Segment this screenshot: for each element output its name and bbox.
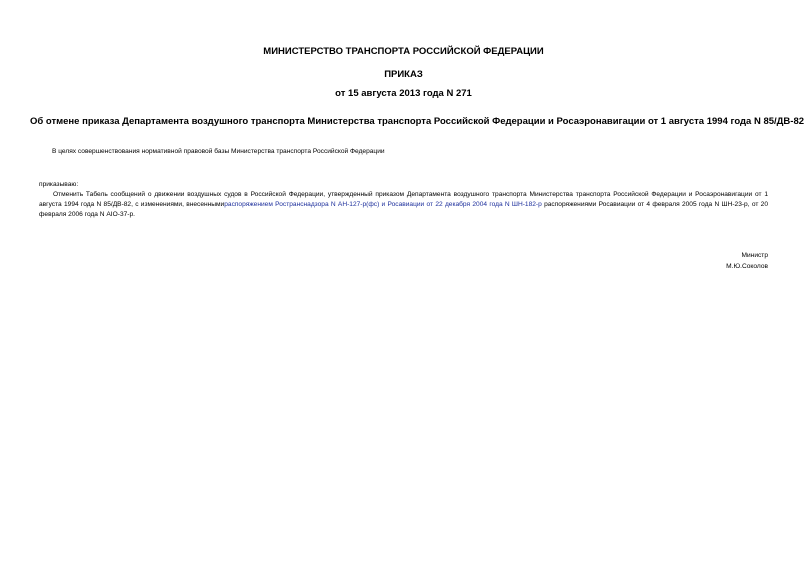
signatory-name: М.Ю.Соколов — [726, 263, 768, 270]
document-type: ПРИКАЗ — [384, 69, 423, 80]
order-verb: приказываю: — [39, 181, 79, 188]
order-paragraph — [39, 190, 768, 220]
preamble-text: В целях совершенствования нормативной правовой базы Министерства транспорта Российской Федерации — [52, 148, 385, 155]
paragraph-text-after-link: распоряжениями Росавиации от 4 февраля 2005 года N ШН-23-р, от 20 февраля 2006 года N АІО-37-р. — [39, 201, 768, 218]
paragraph-text-before-link: Отменить Табель сообщений о движении воздушных судов в Российской Федерации, утвержденный приказом Департамента воздушного транспорта Министерства транспорта Российской Федерации и Росаэронавигации от 1 августа 1994 года N 85/ДВ-82, с изменениями, внесенными — [39, 191, 768, 208]
ministry-name: МИНИСТЕРСТВО ТРАНСПОРТА РОССИЙСКОЙ ФЕДЕРАЦИИ — [263, 46, 544, 57]
signatory-title: Министр — [741, 252, 768, 259]
amendment-link[interactable]: распоряжением Ространснадзора N АН-127-р(фс) и Росавиации от 22 декабря 2004 года N ШН-182-р — [224, 201, 542, 208]
document-date-number: от 15 августа 2013 года N 271 — [335, 88, 472, 99]
document-title: Об отмене приказа Департамента воздушного транспорта Министерства транспорта Российской Федерации и Росаэронавигации от 1 августа 1994 года N 85/ДВ-82 — [30, 116, 805, 127]
